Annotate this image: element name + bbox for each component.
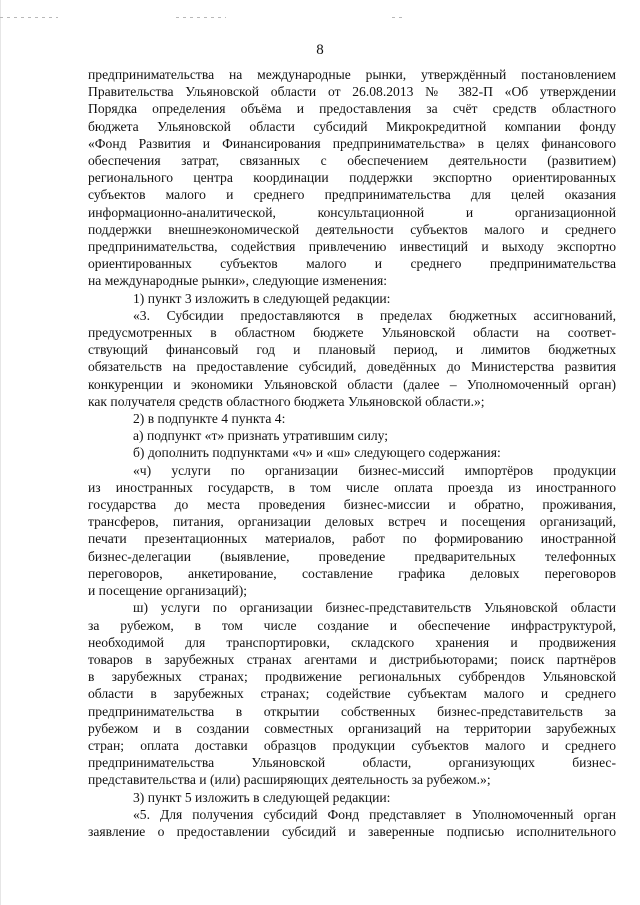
scan-edge	[0, 0, 1, 905]
text-line: как получателя средств областного бюджета Ульяновской области.»;	[88, 393, 485, 409]
text-line: конкуренции и экономики Ульяновской области (далее – Уполномоченный орган)	[88, 376, 616, 392]
text-line: «5. Для получения субсидий Фонд представляет в Уполномоченный орган	[133, 806, 616, 822]
text-line: необходимой для транспортировки, складского хранения и продвижения	[88, 634, 616, 650]
text-line: ствующий финансовый год и плановый период, и лимитов бюджетных	[88, 342, 616, 358]
text-line: 2) в подпункте 4 пункта 4:	[133, 411, 286, 427]
text-line: в зарубежных странах; продвижение региональных суббрендов Ульяновской	[88, 669, 616, 685]
text-line: 1) пункт 3 изложить в следующей редакции:	[133, 290, 391, 306]
scan-artifact-right	[392, 17, 404, 18]
text-line: поддержки внешнеэкономической деятельности субъектов малого и среднего	[88, 221, 616, 237]
text-line: регионального центра координации поддержки экспортно ориентированных	[88, 170, 616, 186]
text-line: области в зарубежных странах; содействие субъектам малого и среднего	[88, 686, 616, 702]
scan-artifact-middle	[176, 17, 226, 18]
page-number: 8	[316, 42, 324, 58]
text-line: предпринимательства, содействия привлечению инвестиций и выходу экспортно	[88, 239, 616, 255]
text-line: субъектов малого и среднего предпринимательства для целей оказания	[88, 187, 616, 203]
text-line: рубежом и в создании совместных организаций на территории зарубежных	[88, 720, 616, 736]
text-line: Правительства Ульяновской области от 26.08.2013 № 382-П «Об утверждении	[88, 84, 616, 100]
scan-artifact-left	[0, 17, 58, 18]
text-line: обеспечения затрат, связанных с обеспечением деятельности (развитием)	[88, 153, 616, 169]
text-line: заявление о предоставлении субсидий и заверенные подписью исполнительного	[88, 823, 616, 839]
text-line: товаров в зарубежных странах агентами и дистрибьюторами; поиск партнёров	[88, 651, 616, 667]
text-line: б) дополнить подпунктами «ч» и «ш» следующего содержания:	[133, 445, 501, 461]
text-line: за рубежом, в том числе создание и обеспечение инфраструктурой,	[88, 617, 616, 633]
text-line: предпринимательства Ульяновской области, организующих бизнес-	[88, 755, 616, 771]
text-line: информационно-аналитической, консультационной и организационной	[88, 204, 616, 220]
text-line: предпринимательства на международные рынки, утверждённый постановлением	[88, 67, 616, 82]
text-line: печати презентационных материалов, работ по формированию иностранной	[88, 531, 616, 547]
text-line: ориентированных субъектов малого и среднего предпринимательства	[88, 256, 616, 272]
text-line: ш) услуги по организации бизнес-представительств Ульяновской области	[133, 600, 616, 616]
text-line: представительства и (или) расширяющих деятельность за рубежом.»;	[88, 772, 491, 788]
text-line: «Фонд Развития и Финансирования предпринимательства» в целях финансового	[88, 135, 616, 151]
text-line: предусмотренных в областном бюджете Ульяновской области на соответ-	[88, 325, 616, 341]
text-line: бюджета Ульяновской области субсидий Микрокредитной компании фонду	[88, 118, 616, 134]
text-line: а) подпункт «т» признать утратившим силу;	[133, 428, 389, 444]
text-line: и посещение организаций);	[88, 583, 248, 599]
text-line: обязательств на предоставление субсидий, доведённых до Министерства развития	[88, 359, 616, 375]
text-line: бизнес-делегации (выявление, проведение предварительных телефонных	[88, 548, 616, 564]
document-body	[88, 66, 616, 840]
text-line: 3) пункт 5 изложить в следующей редакции:	[133, 789, 391, 805]
text-line: предпринимательства в открытии собственных бизнес-представительств за	[88, 703, 616, 719]
text-line: государства до места проведения бизнес-миссии и обратно, проживания,	[88, 497, 616, 513]
text-line: трансферов, питания, организации деловых встреч и посещения организаций,	[88, 514, 616, 530]
text-line: «3. Субсидии предоставляются в пределах бюджетных ассигнований,	[133, 307, 616, 323]
text-line: из иностранных государств, в том числе оплата проезда из иностранного	[88, 479, 616, 495]
text-line: стран; оплата доставки образцов продукции субъектов малого и среднего	[88, 737, 616, 753]
document-text	[88, 66, 616, 840]
text-line: на международные рынки», следующие изменения:	[88, 273, 388, 289]
text-line: переговоров, анкетирование, составление графика деловых переговоров	[88, 565, 616, 581]
text-line: Порядка определения объёма и предоставления за счёт средств областного	[88, 101, 616, 117]
text-line: «ч) услуги по организации бизнес-миссий импортёров продукции	[133, 462, 616, 478]
